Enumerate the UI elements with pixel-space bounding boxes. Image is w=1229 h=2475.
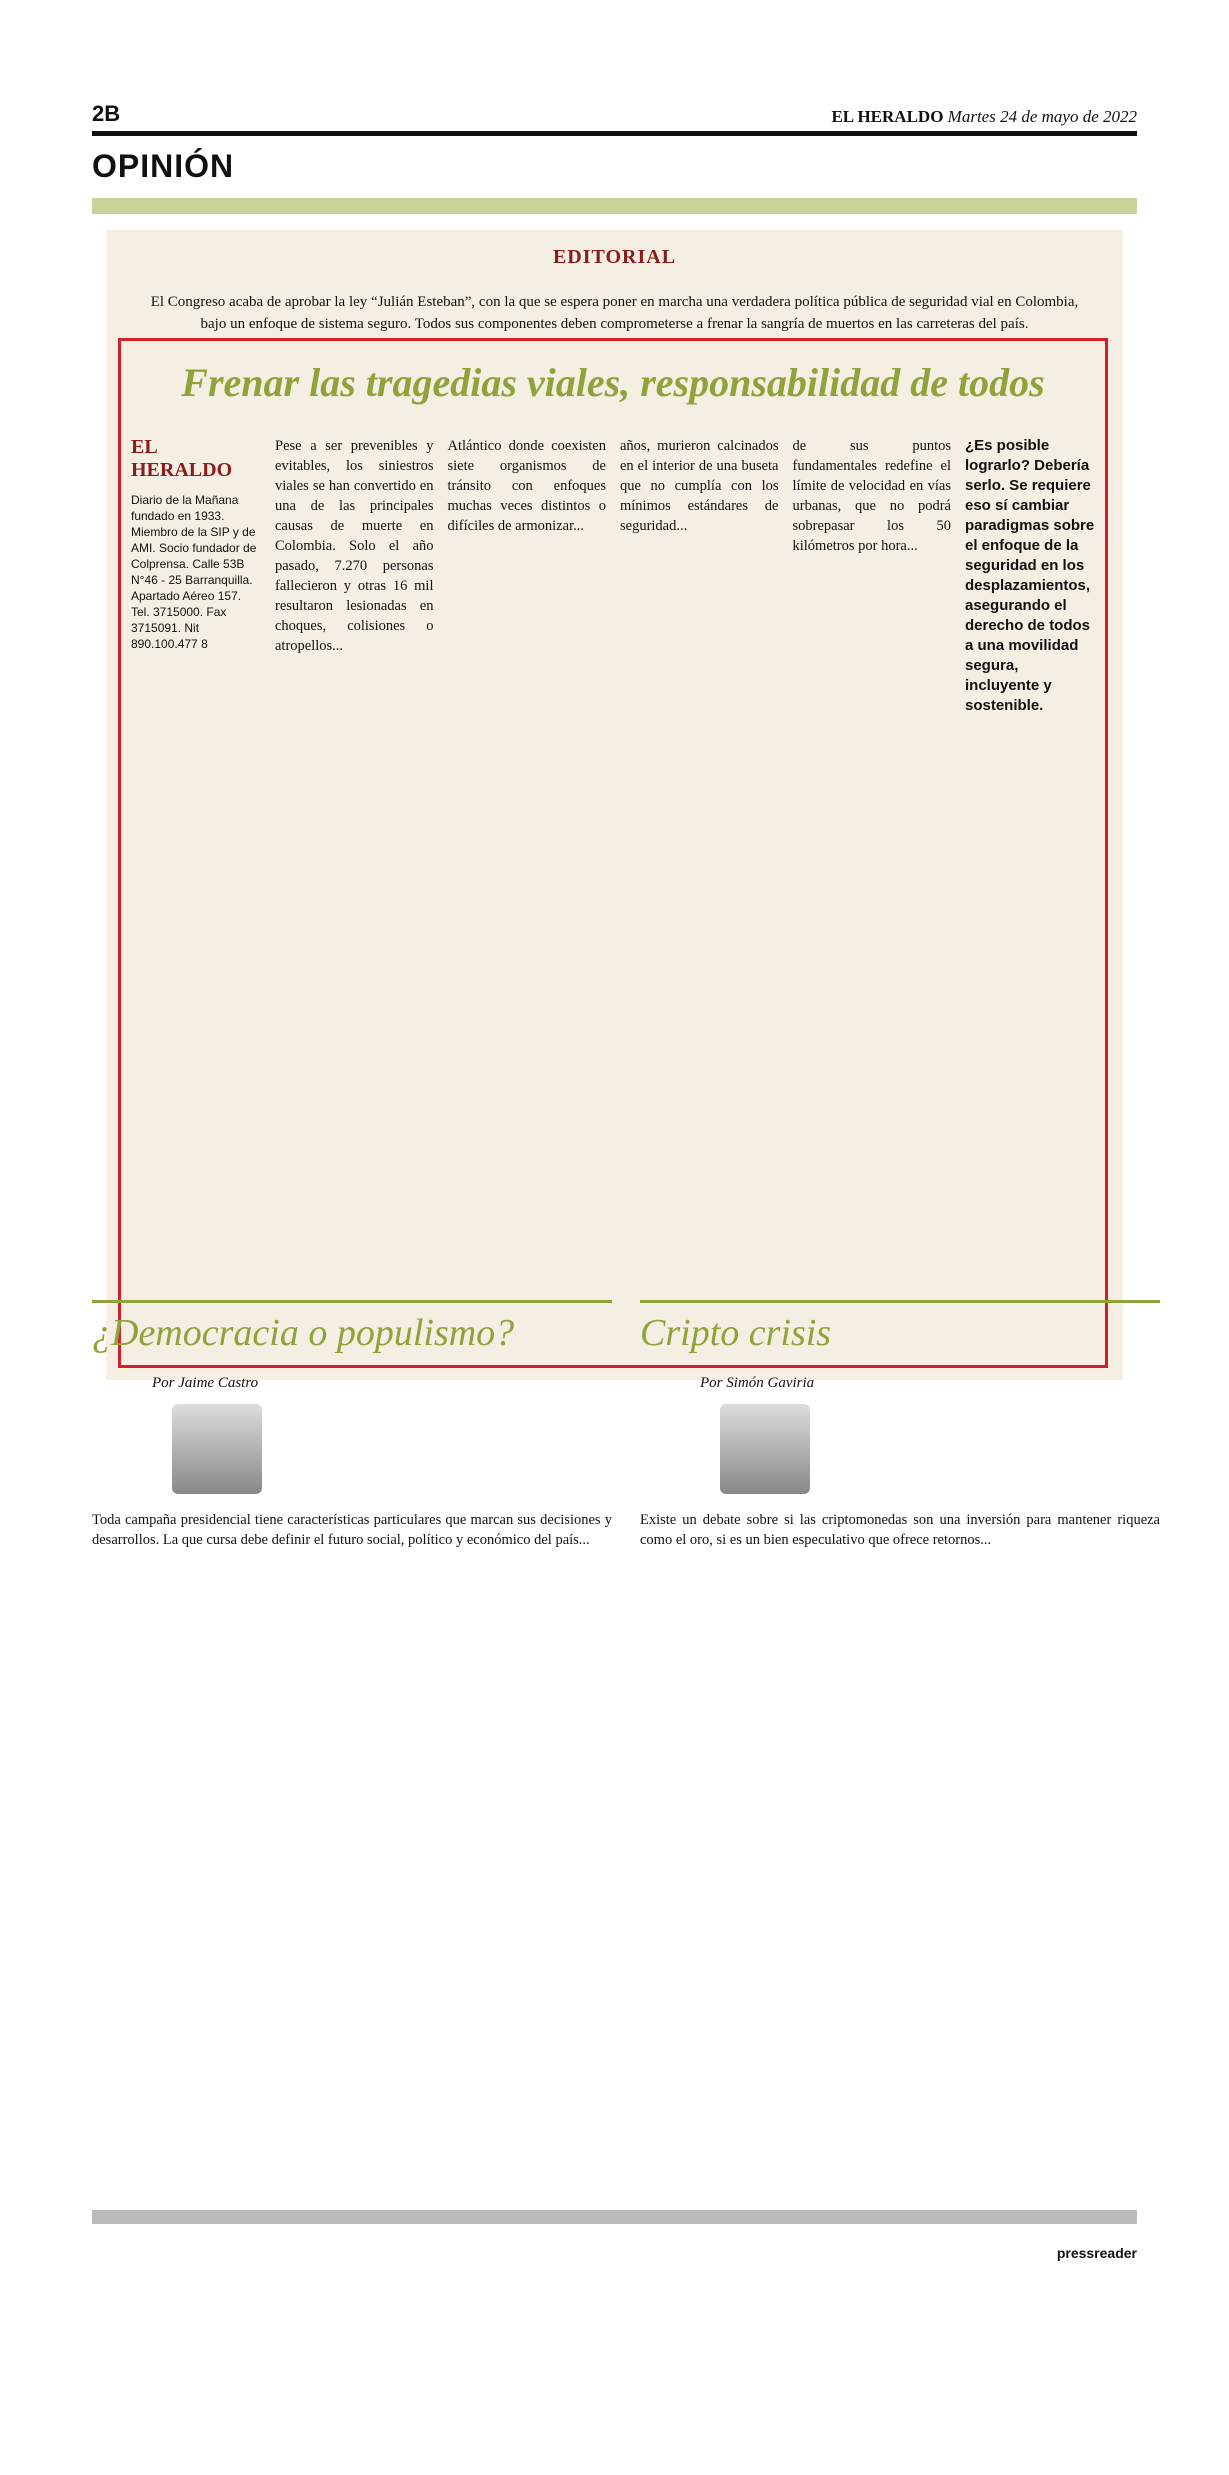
page-header: [92, 96, 1137, 136]
paper-date: [831, 107, 1137, 127]
paper-name: EL HERALDO: [831, 107, 944, 126]
column-4: de sus puntos fundamentales redefine el límite de velocidad en vías urbanas, que no podrá sobrepasar los 50 kilómetros por hora...: [792, 438, 951, 554]
section-bar: [92, 198, 1137, 214]
column-3: años, murieron calcinados en el interior de una buseta que no cumplía con los mínimos estándares de seguridad...: [620, 438, 779, 534]
date: Martes 24 de mayo de 2022: [947, 107, 1137, 126]
opinion-column-2: [640, 1300, 1160, 1550]
editorial-label: EDITORIAL: [552, 246, 677, 268]
op1-text: Toda campaña presidencial tiene características particulares que marcan sus decisiones y desarrollos. La que cursa debe definir el futuro social, político y económico del país...: [92, 1512, 612, 1548]
column-1: Pese a ser prevenibles y evitables, los siniestros viales se han convertido en una de las principales causas de muerte en Colombia. Solo el año pasado, 7.270 personas fallecieron y otras 16 mil resultaron lesionadas en choques, colisiones o atropellos...: [275, 438, 434, 654]
opinion-column-1: [92, 1300, 612, 1550]
editorial-headline: Frenar las tragedias viales, responsabilidad de todos: [181, 360, 1045, 405]
op1-title: ¿Democracia o populismo?: [92, 1300, 612, 1355]
editorial-lede: El Congreso acaba de aprobar la ley “Julián Esteban”, con la que se espera poner en marcha una verdadera política pública de seguridad vial en Colombia, bajo un enfoque de sistema seguro. Todos sus componentes deben comprometerse a frenar la sangría de muertos en las carreteras del país.: [150, 294, 1079, 332]
section-title: OPINIÓN: [92, 148, 235, 184]
masthead: [131, 436, 261, 716]
op2-byline: Por Simón Gaviria: [700, 1375, 815, 1391]
op1-byline: Por Jaime Castro: [152, 1375, 259, 1391]
author-portrait: [172, 1404, 262, 1494]
masthead-title: EL HERALDO: [131, 436, 233, 481]
op2-title: Cripto crisis: [640, 1300, 1160, 1355]
column-2: Atlántico donde coexisten siete organismos de tránsito con enfoques muchas veces distintos o difíciles de armonizar...: [447, 438, 606, 534]
page-number: 2B: [92, 101, 121, 126]
pull-quote: ¿Es posible lograrlo? Debería serlo. Se requiere eso sí cambiar paradigmas sobre el enfoque de la seguridad en los desplazamientos, asegurando el derecho de todos a una movilidad segura, incluyente y sostenible.: [965, 437, 1095, 714]
color-registration-bar: [92, 2210, 1137, 2224]
author-portrait: [720, 1404, 810, 1494]
pressreader-logo: pressreader: [1056, 2245, 1137, 2261]
editorial-box: [118, 338, 1108, 1368]
masthead-text: Diario de la Mañana fundado en 1933. Miembro de la SIP y de AMI. Socio fundador de Colprensa. Calle 53B N°46 - 25 Barranquilla. Apartado Aéreo 157. Tel. 3715000. Fax 3715091. Nit 890.100.477 8: [131, 493, 257, 651]
op2-text: Existe un debate sobre si las criptomonedas son una inversión para mantener riqueza como el oro, si es un bien especulativo que ofrece retornos...: [640, 1512, 1160, 1548]
